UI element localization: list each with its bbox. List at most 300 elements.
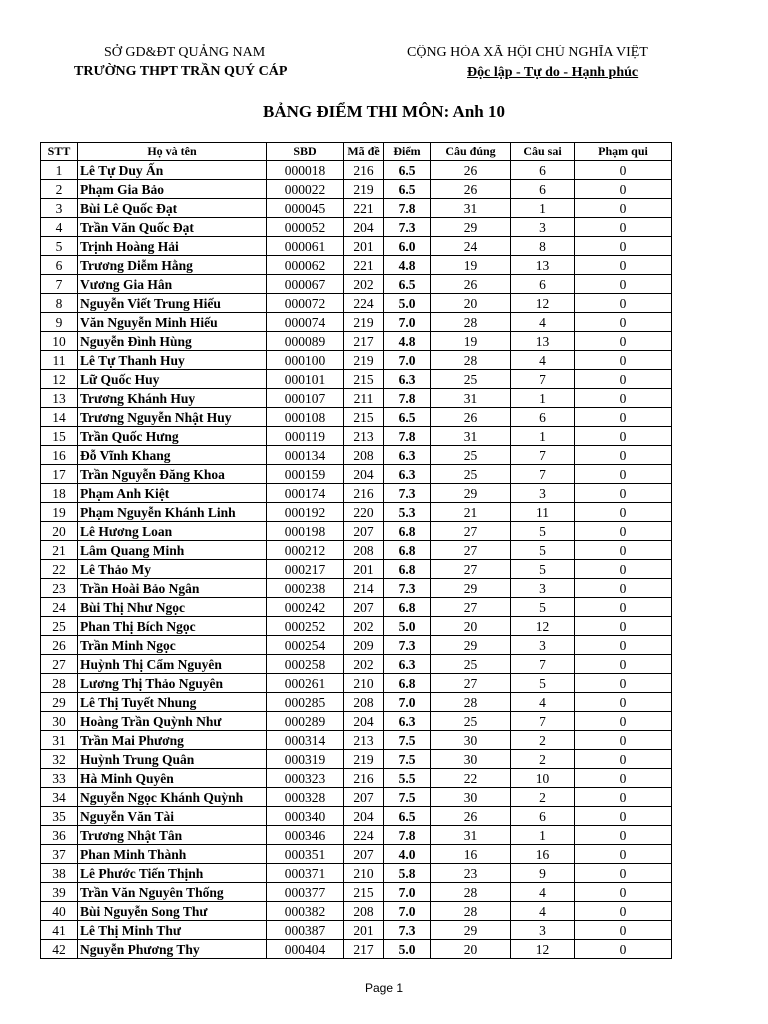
cell-sbd: 000108 bbox=[267, 408, 344, 427]
cell-violation-count: 0 bbox=[575, 484, 672, 503]
cell-correct-count: 19 bbox=[431, 256, 511, 275]
table-row bbox=[41, 864, 672, 883]
cell-violation-count: 0 bbox=[575, 902, 672, 921]
table-row bbox=[41, 788, 672, 807]
cell-score: 6.5 bbox=[384, 180, 431, 199]
cell-exam-code: 207 bbox=[344, 522, 384, 541]
cell-score: 6.0 bbox=[384, 237, 431, 256]
cell-sbd: 000238 bbox=[267, 579, 344, 598]
table-row bbox=[41, 370, 672, 389]
cell-score: 6.3 bbox=[384, 655, 431, 674]
cell-stt: 31 bbox=[41, 731, 78, 750]
cell-score: 7.3 bbox=[384, 636, 431, 655]
cell-wrong-count: 5 bbox=[511, 560, 575, 579]
cell-student-name: Trương Nhật Tân bbox=[78, 826, 267, 845]
cell-student-name: Nguyễn Viết Trung Hiếu bbox=[78, 294, 267, 313]
cell-correct-count: 25 bbox=[431, 712, 511, 731]
cell-sbd: 000022 bbox=[267, 180, 344, 199]
cell-sbd: 000174 bbox=[267, 484, 344, 503]
cell-wrong-count: 11 bbox=[511, 503, 575, 522]
cell-stt: 38 bbox=[41, 864, 78, 883]
cell-correct-count: 24 bbox=[431, 237, 511, 256]
col-header-violation: Phạm qui bbox=[575, 143, 672, 161]
cell-score: 5.8 bbox=[384, 864, 431, 883]
cell-student-name: Bùi Thị Như Ngọc bbox=[78, 598, 267, 617]
cell-violation-count: 0 bbox=[575, 579, 672, 598]
cell-sbd: 000261 bbox=[267, 674, 344, 693]
cell-exam-code: 202 bbox=[344, 275, 384, 294]
cell-violation-count: 0 bbox=[575, 750, 672, 769]
cell-score: 7.0 bbox=[384, 693, 431, 712]
cell-correct-count: 31 bbox=[431, 199, 511, 218]
cell-student-name: Lê Hương Loan bbox=[78, 522, 267, 541]
cell-exam-code: 201 bbox=[344, 560, 384, 579]
cell-wrong-count: 16 bbox=[511, 845, 575, 864]
cell-stt: 11 bbox=[41, 351, 78, 370]
cell-student-name: Lương Thị Thảo Nguyên bbox=[78, 674, 267, 693]
cell-correct-count: 26 bbox=[431, 408, 511, 427]
cell-sbd: 000119 bbox=[267, 427, 344, 446]
cell-score: 5.0 bbox=[384, 294, 431, 313]
cell-wrong-count: 1 bbox=[511, 199, 575, 218]
table-row bbox=[41, 883, 672, 902]
cell-score: 7.0 bbox=[384, 351, 431, 370]
cell-score: 7.0 bbox=[384, 902, 431, 921]
cell-exam-code: 219 bbox=[344, 750, 384, 769]
cell-correct-count: 25 bbox=[431, 370, 511, 389]
table-row bbox=[41, 541, 672, 560]
table-row bbox=[41, 617, 672, 636]
cell-violation-count: 0 bbox=[575, 389, 672, 408]
cell-violation-count: 0 bbox=[575, 826, 672, 845]
cell-sbd: 000328 bbox=[267, 788, 344, 807]
cell-stt: 30 bbox=[41, 712, 78, 731]
cell-wrong-count: 7 bbox=[511, 465, 575, 484]
cell-exam-code: 204 bbox=[344, 807, 384, 826]
table-row bbox=[41, 921, 672, 940]
cell-stt: 29 bbox=[41, 693, 78, 712]
cell-score: 6.3 bbox=[384, 370, 431, 389]
table-row bbox=[41, 598, 672, 617]
cell-sbd: 000242 bbox=[267, 598, 344, 617]
table-row bbox=[41, 180, 672, 199]
cell-exam-code: 207 bbox=[344, 788, 384, 807]
cell-correct-count: 29 bbox=[431, 921, 511, 940]
cell-wrong-count: 5 bbox=[511, 598, 575, 617]
cell-stt: 18 bbox=[41, 484, 78, 503]
cell-wrong-count: 3 bbox=[511, 579, 575, 598]
cell-sbd: 000323 bbox=[267, 769, 344, 788]
cell-correct-count: 31 bbox=[431, 427, 511, 446]
cell-wrong-count: 13 bbox=[511, 332, 575, 351]
cell-wrong-count: 2 bbox=[511, 750, 575, 769]
table-row bbox=[41, 940, 672, 959]
cell-student-name: Vương Gia Hân bbox=[78, 275, 267, 294]
cell-exam-code: 210 bbox=[344, 864, 384, 883]
cell-sbd: 000212 bbox=[267, 541, 344, 560]
national-motto: CỘNG HÒA XÃ HỘI CHỦ NGHĨA VIỆT bbox=[407, 45, 648, 60]
cell-correct-count: 21 bbox=[431, 503, 511, 522]
cell-violation-count: 0 bbox=[575, 617, 672, 636]
cell-exam-code: 213 bbox=[344, 427, 384, 446]
cell-score: 6.5 bbox=[384, 161, 431, 180]
cell-stt: 3 bbox=[41, 199, 78, 218]
cell-stt: 40 bbox=[41, 902, 78, 921]
cell-sbd: 000289 bbox=[267, 712, 344, 731]
table-row bbox=[41, 845, 672, 864]
col-header-stt: STT bbox=[41, 143, 78, 161]
cell-correct-count: 20 bbox=[431, 294, 511, 313]
cell-sbd: 000258 bbox=[267, 655, 344, 674]
table-row bbox=[41, 294, 672, 313]
table-row bbox=[41, 313, 672, 332]
cell-correct-count: 27 bbox=[431, 541, 511, 560]
cell-exam-code: 221 bbox=[344, 256, 384, 275]
cell-stt: 33 bbox=[41, 769, 78, 788]
cell-stt: 1 bbox=[41, 161, 78, 180]
table-row bbox=[41, 731, 672, 750]
cell-violation-count: 0 bbox=[575, 313, 672, 332]
col-header-exam-code: Mã đề bbox=[344, 143, 384, 161]
cell-stt: 15 bbox=[41, 427, 78, 446]
cell-student-name: Trần Văn Nguyên Thống bbox=[78, 883, 267, 902]
cell-student-name: Bùi Lê Quốc Đạt bbox=[78, 199, 267, 218]
cell-wrong-count: 6 bbox=[511, 161, 575, 180]
cell-score: 6.8 bbox=[384, 541, 431, 560]
cell-student-name: Nguyễn Đình Hùng bbox=[78, 332, 267, 351]
cell-sbd: 000192 bbox=[267, 503, 344, 522]
cell-stt: 4 bbox=[41, 218, 78, 237]
cell-sbd: 000377 bbox=[267, 883, 344, 902]
cell-stt: 12 bbox=[41, 370, 78, 389]
cell-student-name: Trần Văn Quốc Đạt bbox=[78, 218, 267, 237]
table-row bbox=[41, 674, 672, 693]
cell-exam-code: 219 bbox=[344, 313, 384, 332]
cell-stt: 19 bbox=[41, 503, 78, 522]
cell-score: 7.5 bbox=[384, 731, 431, 750]
cell-wrong-count: 4 bbox=[511, 313, 575, 332]
cell-score: 6.3 bbox=[384, 465, 431, 484]
cell-stt: 7 bbox=[41, 275, 78, 294]
cell-exam-code: 215 bbox=[344, 370, 384, 389]
cell-exam-code: 215 bbox=[344, 408, 384, 427]
cell-violation-count: 0 bbox=[575, 427, 672, 446]
cell-violation-count: 0 bbox=[575, 807, 672, 826]
department-name: SỞ GD&ĐT QUẢNG NAM bbox=[104, 45, 266, 60]
table-row bbox=[41, 655, 672, 674]
cell-wrong-count: 13 bbox=[511, 256, 575, 275]
cell-exam-code: 213 bbox=[344, 731, 384, 750]
cell-exam-code: 211 bbox=[344, 389, 384, 408]
cell-score: 7.8 bbox=[384, 427, 431, 446]
table-row bbox=[41, 199, 672, 218]
cell-exam-code: 221 bbox=[344, 199, 384, 218]
cell-score: 7.3 bbox=[384, 579, 431, 598]
cell-wrong-count: 1 bbox=[511, 427, 575, 446]
cell-wrong-count: 7 bbox=[511, 712, 575, 731]
cell-violation-count: 0 bbox=[575, 883, 672, 902]
cell-exam-code: 201 bbox=[344, 237, 384, 256]
cell-student-name: Phạm Anh Kiệt bbox=[78, 484, 267, 503]
cell-student-name: Huỳnh Thị Cẩm Nguyên bbox=[78, 655, 267, 674]
table-row bbox=[41, 237, 672, 256]
cell-student-name: Lê Tự Duy Ấn bbox=[78, 161, 267, 180]
cell-violation-count: 0 bbox=[575, 351, 672, 370]
cell-violation-count: 0 bbox=[575, 636, 672, 655]
cell-violation-count: 0 bbox=[575, 256, 672, 275]
cell-violation-count: 0 bbox=[575, 218, 672, 237]
cell-score: 4.8 bbox=[384, 332, 431, 351]
cell-wrong-count: 6 bbox=[511, 807, 575, 826]
cell-violation-count: 0 bbox=[575, 237, 672, 256]
cell-student-name: Nguyễn Văn Tài bbox=[78, 807, 267, 826]
cell-stt: 22 bbox=[41, 560, 78, 579]
cell-stt: 21 bbox=[41, 541, 78, 560]
cell-stt: 25 bbox=[41, 617, 78, 636]
cell-wrong-count: 4 bbox=[511, 351, 575, 370]
table-row bbox=[41, 579, 672, 598]
cell-exam-code: 208 bbox=[344, 902, 384, 921]
cell-correct-count: 27 bbox=[431, 674, 511, 693]
cell-sbd: 000107 bbox=[267, 389, 344, 408]
cell-score: 7.0 bbox=[384, 313, 431, 332]
cell-sbd: 000404 bbox=[267, 940, 344, 959]
table-row bbox=[41, 750, 672, 769]
cell-student-name: Bùi Nguyễn Song Thư bbox=[78, 902, 267, 921]
cell-score: 6.8 bbox=[384, 560, 431, 579]
cell-score: 4.0 bbox=[384, 845, 431, 864]
page-number: Page 1 bbox=[364, 981, 404, 995]
cell-wrong-count: 5 bbox=[511, 541, 575, 560]
cell-sbd: 000072 bbox=[267, 294, 344, 313]
table-row bbox=[41, 427, 672, 446]
cell-exam-code: 207 bbox=[344, 845, 384, 864]
col-header-correct: Câu đúng bbox=[431, 143, 511, 161]
cell-exam-code: 208 bbox=[344, 693, 384, 712]
cell-score: 6.5 bbox=[384, 408, 431, 427]
cell-student-name: Lê Thị Minh Thư bbox=[78, 921, 267, 940]
cell-exam-code: 208 bbox=[344, 541, 384, 560]
cell-wrong-count: 4 bbox=[511, 693, 575, 712]
cell-score: 7.3 bbox=[384, 218, 431, 237]
table-row bbox=[41, 161, 672, 180]
cell-stt: 20 bbox=[41, 522, 78, 541]
cell-stt: 16 bbox=[41, 446, 78, 465]
cell-student-name: Trần Mai Phương bbox=[78, 731, 267, 750]
table-row bbox=[41, 351, 672, 370]
cell-stt: 37 bbox=[41, 845, 78, 864]
col-header-name: Họ và tên bbox=[78, 143, 267, 161]
cell-violation-count: 0 bbox=[575, 199, 672, 218]
cell-wrong-count: 2 bbox=[511, 788, 575, 807]
cell-wrong-count: 2 bbox=[511, 731, 575, 750]
cell-stt: 5 bbox=[41, 237, 78, 256]
cell-student-name: Hoàng Trần Quỳnh Như bbox=[78, 712, 267, 731]
table-row bbox=[41, 332, 672, 351]
cell-exam-code: 201 bbox=[344, 921, 384, 940]
cell-wrong-count: 12 bbox=[511, 940, 575, 959]
cell-student-name: Phan Thị Bích Ngọc bbox=[78, 617, 267, 636]
cell-sbd: 000045 bbox=[267, 199, 344, 218]
cell-exam-code: 209 bbox=[344, 636, 384, 655]
cell-student-name: Lê Tự Thanh Huy bbox=[78, 351, 267, 370]
cell-wrong-count: 5 bbox=[511, 674, 575, 693]
cell-student-name: Đỗ Vĩnh Khang bbox=[78, 446, 267, 465]
cell-score: 6.8 bbox=[384, 598, 431, 617]
cell-exam-code: 219 bbox=[344, 180, 384, 199]
cell-violation-count: 0 bbox=[575, 940, 672, 959]
cell-violation-count: 0 bbox=[575, 294, 672, 313]
table-row bbox=[41, 807, 672, 826]
cell-sbd: 000351 bbox=[267, 845, 344, 864]
cell-sbd: 000382 bbox=[267, 902, 344, 921]
table-row bbox=[41, 256, 672, 275]
table-row bbox=[41, 389, 672, 408]
table-row bbox=[41, 522, 672, 541]
cell-sbd: 000254 bbox=[267, 636, 344, 655]
cell-correct-count: 28 bbox=[431, 693, 511, 712]
cell-violation-count: 0 bbox=[575, 370, 672, 389]
cell-student-name: Trương Khánh Huy bbox=[78, 389, 267, 408]
cell-sbd: 000371 bbox=[267, 864, 344, 883]
cell-correct-count: 29 bbox=[431, 579, 511, 598]
cell-sbd: 000387 bbox=[267, 921, 344, 940]
cell-wrong-count: 1 bbox=[511, 389, 575, 408]
table-row bbox=[41, 769, 672, 788]
cell-exam-code: 202 bbox=[344, 617, 384, 636]
cell-exam-code: 204 bbox=[344, 465, 384, 484]
cell-student-name: Lê Phước Tiến Thịnh bbox=[78, 864, 267, 883]
cell-student-name: Phan Minh Thành bbox=[78, 845, 267, 864]
cell-exam-code: 202 bbox=[344, 655, 384, 674]
cell-correct-count: 27 bbox=[431, 560, 511, 579]
cell-score: 6.5 bbox=[384, 807, 431, 826]
cell-score: 5.0 bbox=[384, 617, 431, 636]
cell-exam-code: 220 bbox=[344, 503, 384, 522]
cell-violation-count: 0 bbox=[575, 161, 672, 180]
cell-correct-count: 20 bbox=[431, 617, 511, 636]
cell-exam-code: 216 bbox=[344, 161, 384, 180]
cell-sbd: 000052 bbox=[267, 218, 344, 237]
cell-stt: 41 bbox=[41, 921, 78, 940]
cell-correct-count: 23 bbox=[431, 864, 511, 883]
cell-stt: 17 bbox=[41, 465, 78, 484]
table-row bbox=[41, 560, 672, 579]
cell-stt: 35 bbox=[41, 807, 78, 826]
cell-student-name: Lữ Quốc Huy bbox=[78, 370, 267, 389]
cell-violation-count: 0 bbox=[575, 332, 672, 351]
cell-student-name: Trương Nguyễn Nhật Huy bbox=[78, 408, 267, 427]
cell-exam-code: 224 bbox=[344, 826, 384, 845]
cell-wrong-count: 4 bbox=[511, 902, 575, 921]
cell-student-name: Văn Nguyễn Minh Hiếu bbox=[78, 313, 267, 332]
table-row bbox=[41, 636, 672, 655]
cell-wrong-count: 3 bbox=[511, 636, 575, 655]
table-row bbox=[41, 465, 672, 484]
cell-sbd: 000346 bbox=[267, 826, 344, 845]
cell-wrong-count: 7 bbox=[511, 655, 575, 674]
cell-violation-count: 0 bbox=[575, 921, 672, 940]
cell-student-name: Lê Thảo My bbox=[78, 560, 267, 579]
cell-sbd: 000134 bbox=[267, 446, 344, 465]
cell-correct-count: 26 bbox=[431, 275, 511, 294]
cell-score: 7.8 bbox=[384, 826, 431, 845]
table-row bbox=[41, 446, 672, 465]
cell-correct-count: 30 bbox=[431, 788, 511, 807]
cell-score: 4.8 bbox=[384, 256, 431, 275]
cell-stt: 10 bbox=[41, 332, 78, 351]
cell-sbd: 000074 bbox=[267, 313, 344, 332]
cell-correct-count: 16 bbox=[431, 845, 511, 864]
cell-student-name: Trần Quốc Hưng bbox=[78, 427, 267, 446]
score-table bbox=[40, 142, 672, 959]
cell-stt: 28 bbox=[41, 674, 78, 693]
cell-exam-code: 207 bbox=[344, 598, 384, 617]
cell-stt: 32 bbox=[41, 750, 78, 769]
cell-stt: 27 bbox=[41, 655, 78, 674]
table-row bbox=[41, 826, 672, 845]
cell-correct-count: 26 bbox=[431, 180, 511, 199]
cell-score: 6.3 bbox=[384, 712, 431, 731]
cell-stt: 14 bbox=[41, 408, 78, 427]
cell-violation-count: 0 bbox=[575, 598, 672, 617]
col-header-sbd: SBD bbox=[267, 143, 344, 161]
cell-score: 7.0 bbox=[384, 883, 431, 902]
cell-sbd: 000062 bbox=[267, 256, 344, 275]
cell-wrong-count: 3 bbox=[511, 484, 575, 503]
cell-correct-count: 26 bbox=[431, 807, 511, 826]
cell-student-name: Huỳnh Trung Quân bbox=[78, 750, 267, 769]
cell-wrong-count: 3 bbox=[511, 921, 575, 940]
cell-stt: 36 bbox=[41, 826, 78, 845]
cell-stt: 13 bbox=[41, 389, 78, 408]
cell-wrong-count: 5 bbox=[511, 522, 575, 541]
cell-correct-count: 29 bbox=[431, 484, 511, 503]
cell-student-name: Nguyễn Ngọc Khánh Quỳnh bbox=[78, 788, 267, 807]
cell-sbd: 000101 bbox=[267, 370, 344, 389]
cell-wrong-count: 1 bbox=[511, 826, 575, 845]
cell-wrong-count: 6 bbox=[511, 180, 575, 199]
page-title: BẢNG ĐIỂM THI MÔN: Anh 10 bbox=[263, 102, 505, 121]
cell-wrong-count: 3 bbox=[511, 218, 575, 237]
cell-correct-count: 30 bbox=[431, 750, 511, 769]
col-header-wrong: Câu sai bbox=[511, 143, 575, 161]
cell-correct-count: 29 bbox=[431, 636, 511, 655]
cell-sbd: 000198 bbox=[267, 522, 344, 541]
cell-student-name: Trần Nguyễn Đăng Khoa bbox=[78, 465, 267, 484]
cell-wrong-count: 6 bbox=[511, 275, 575, 294]
cell-correct-count: 28 bbox=[431, 351, 511, 370]
cell-score: 7.5 bbox=[384, 788, 431, 807]
school-name: TRƯỜNG THPT TRẦN QUÝ CÁP bbox=[74, 64, 288, 79]
table-header-row bbox=[41, 143, 672, 161]
cell-correct-count: 30 bbox=[431, 731, 511, 750]
cell-correct-count: 20 bbox=[431, 940, 511, 959]
cell-exam-code: 224 bbox=[344, 294, 384, 313]
cell-score: 7.3 bbox=[384, 921, 431, 940]
cell-wrong-count: 7 bbox=[511, 446, 575, 465]
cell-exam-code: 204 bbox=[344, 712, 384, 731]
cell-violation-count: 0 bbox=[575, 655, 672, 674]
cell-stt: 8 bbox=[41, 294, 78, 313]
cell-violation-count: 0 bbox=[575, 712, 672, 731]
cell-violation-count: 0 bbox=[575, 674, 672, 693]
cell-exam-code: 217 bbox=[344, 940, 384, 959]
cell-correct-count: 28 bbox=[431, 883, 511, 902]
cell-violation-count: 0 bbox=[575, 731, 672, 750]
table-body bbox=[41, 161, 672, 959]
cell-violation-count: 0 bbox=[575, 275, 672, 294]
